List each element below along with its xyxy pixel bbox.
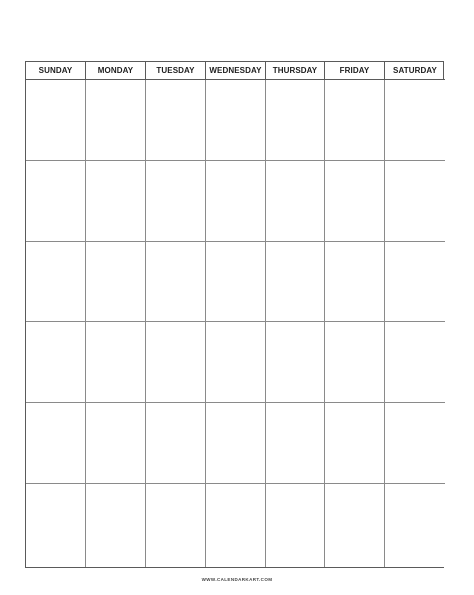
day-cell xyxy=(385,161,445,242)
day-cell xyxy=(26,242,86,322)
weekday-header-friday: FRIDAY xyxy=(325,62,385,80)
weekday-header-tuesday: TUESDAY xyxy=(146,62,206,80)
footer-website: WWW.CALENDARKART.COM xyxy=(201,577,273,582)
day-cell xyxy=(26,484,86,567)
day-cell xyxy=(26,403,86,484)
day-cell xyxy=(206,484,266,567)
day-cell xyxy=(26,161,86,242)
day-cell xyxy=(26,322,86,403)
weekday-header-thursday: THURSDAY xyxy=(266,62,325,80)
day-cell xyxy=(266,80,325,161)
day-cell xyxy=(206,242,266,322)
day-cell xyxy=(206,403,266,484)
day-cell xyxy=(86,403,146,484)
day-cell xyxy=(146,161,206,242)
weekday-header-sunday: SUNDAY xyxy=(26,62,86,80)
day-cell xyxy=(325,80,385,161)
blank-monthly-calendar xyxy=(25,61,444,568)
day-cell xyxy=(86,161,146,242)
day-cell xyxy=(206,322,266,403)
day-cell xyxy=(325,403,385,484)
weekday-header-saturday: SATURDAY xyxy=(385,62,445,80)
day-cell xyxy=(266,403,325,484)
weekday-header-monday: MONDAY xyxy=(86,62,146,80)
day-cell xyxy=(325,484,385,567)
day-cell xyxy=(86,242,146,322)
day-cell xyxy=(86,484,146,567)
day-cell xyxy=(325,161,385,242)
weekday-header-wednesday: WEDNESDAY xyxy=(206,62,266,80)
day-cell xyxy=(325,242,385,322)
day-cell xyxy=(86,80,146,161)
day-cell xyxy=(206,80,266,161)
day-cell xyxy=(266,242,325,322)
day-cell xyxy=(385,242,445,322)
day-cell xyxy=(26,80,86,161)
day-cell xyxy=(146,322,206,403)
day-cell xyxy=(385,403,445,484)
day-cell xyxy=(206,161,266,242)
day-cell xyxy=(146,403,206,484)
day-cell xyxy=(266,322,325,403)
day-cell xyxy=(385,322,445,403)
day-cell xyxy=(146,242,206,322)
day-cell xyxy=(146,484,206,567)
day-cell xyxy=(385,80,445,161)
day-cell xyxy=(385,484,445,567)
day-cell xyxy=(86,322,146,403)
day-cell xyxy=(266,484,325,567)
day-cell xyxy=(325,322,385,403)
day-cell xyxy=(146,80,206,161)
day-cell xyxy=(266,161,325,242)
